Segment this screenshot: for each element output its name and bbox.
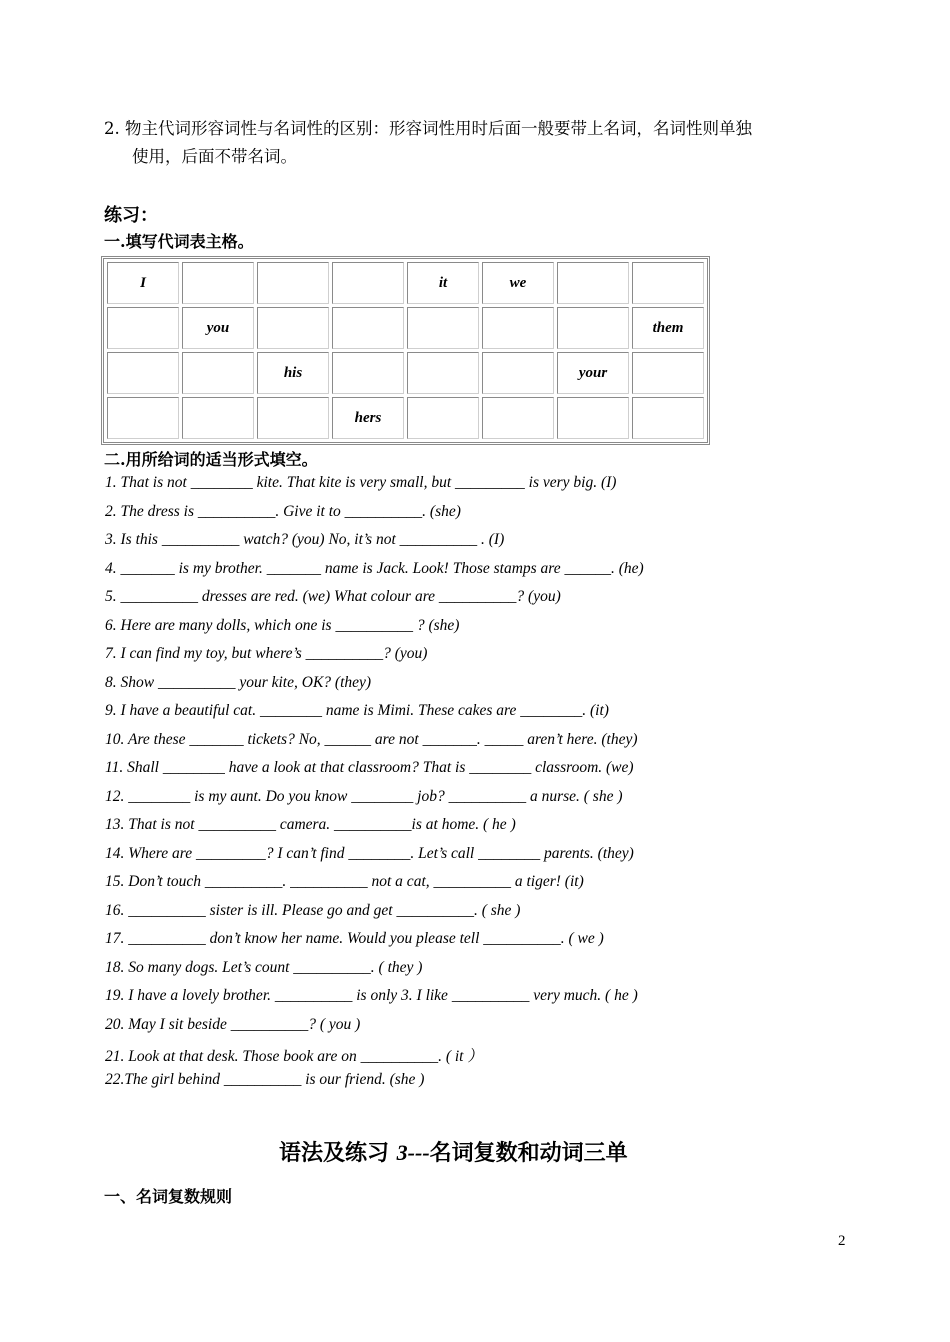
exercise-item: 21. Look at that desk. Those book are on __________. ( it ） [105,1048,483,1065]
table-cell: we [482,262,554,304]
table-cell [257,307,329,349]
table-cell: I [107,262,179,304]
part2-heading: 二.用所给词的适当形式填空。 [104,450,318,469]
section-title-number: 3--- [396,1140,430,1165]
table-cell [107,307,179,349]
exercise-item: 13. That is not __________ camera. __________is at home. ( he ) [105,816,516,833]
table-cell [182,397,254,439]
table-cell [107,352,179,394]
table-cell [632,352,704,394]
exercise-item: 1. That is not ________ kite. That kite is very small, but _________ is very big. (I) [105,474,617,491]
table-cell [557,307,629,349]
table-cell [182,262,254,304]
exercise-item: 7. I can find my toy, but where’s __________? (you) [105,645,428,662]
exercise-item: 19. I have a lovely brother. __________ is only 3. I like __________ very much. ( he ) [105,987,638,1004]
table-cell [332,262,404,304]
exercise-item: 10. Are these _______ tickets? No, ______ are not _______. _____ aren’t here. (they) [105,730,638,748]
exercise-item: 22.The girl behind __________ is our friend. (she ) [105,1071,425,1088]
exercise-item: 17. __________ don’t know her name. Would you please tell __________. ( we ) [105,930,604,947]
table-cell [332,307,404,349]
table-cell [482,352,554,394]
exercise-item: 18. So many dogs. Let’s count __________. ( they ) [105,958,423,976]
section-title-post: 名词复数和动词三单 [429,1140,628,1166]
practice-heading: 练习： [104,205,158,226]
table-cell [482,397,554,439]
section-subheading: 一、名词复数规则 [104,1187,233,1206]
exercise-item: 4. _______ is my brother. _______ name is Jack. Look! Those stamps are ______. (he) [105,559,644,577]
table-cell [107,397,179,439]
table-cell [257,397,329,439]
note-line-1: 2. 物主代词形容词性与名词性的区别：形容词性用时后面一般要带上名词，名词性则单独 [104,119,752,138]
exercise-item: 5. __________ dresses are red. (we) What colour are __________? (you) [105,588,561,605]
table-cell [557,397,629,439]
exercise-item: 6. Here are many dolls, which one is __________ ? (she) [105,616,460,634]
table-cell [407,397,479,439]
table-cell [332,352,404,394]
table-cell [557,262,629,304]
table-cell: his [257,352,329,394]
page-number: 2 [838,1233,846,1249]
table-cell [257,262,329,304]
table-cell: them [632,307,704,349]
exercise-item: 14. Where are _________? I can’t find ________. Let’s call ________ parents. (they) [105,844,634,862]
table-row [107,352,704,394]
exercise-item: 2. The dress is __________. Give it to __________. (she) [105,502,461,520]
note-line-2: 使用，后面不带名词。 [132,147,297,166]
exercise-item: 9. I have a beautiful cat. ________ name is Mimi. These cakes are ________. (it) [105,702,609,719]
exercise-item: 16. __________ sister is ill. Please go and get __________. ( she ) [105,901,521,919]
exercise-item: 11. Shall ________ have a look at that classroom? That is ________ classroom. (we) [105,759,634,776]
table-cell [632,262,704,304]
pronoun-table [101,256,710,445]
table-cell: your [557,352,629,394]
exercise-item: 15. Don’t touch __________. __________ not a cat, __________ a tiger! (it) [105,873,584,890]
table-cell [407,307,479,349]
section-title [279,1136,628,1167]
table-row [107,262,704,304]
table-row [107,397,704,439]
exercise-item: 8. Show __________ your kite, OK? (they) [105,673,372,691]
table-cell: it [407,262,479,304]
exercise-item: 3. Is this __________ watch? (you) No, it’s not __________ . (I) [105,531,505,548]
table-cell [182,352,254,394]
exercise-item: 12. ________ is my aunt. Do you know ________ job? __________ a nurse. ( she ) [105,787,623,805]
table-cell [407,352,479,394]
section-title-pre: 语法及练习 [279,1140,397,1166]
table-cell [482,307,554,349]
table-cell: you [182,307,254,349]
part1-heading: 一.填写代词表主格。 [104,232,254,251]
exercise-item: 20. May I sit beside __________? ( you ) [105,1015,361,1033]
table-cell: hers [332,397,404,439]
table-cell [632,397,704,439]
table-row [107,307,704,349]
